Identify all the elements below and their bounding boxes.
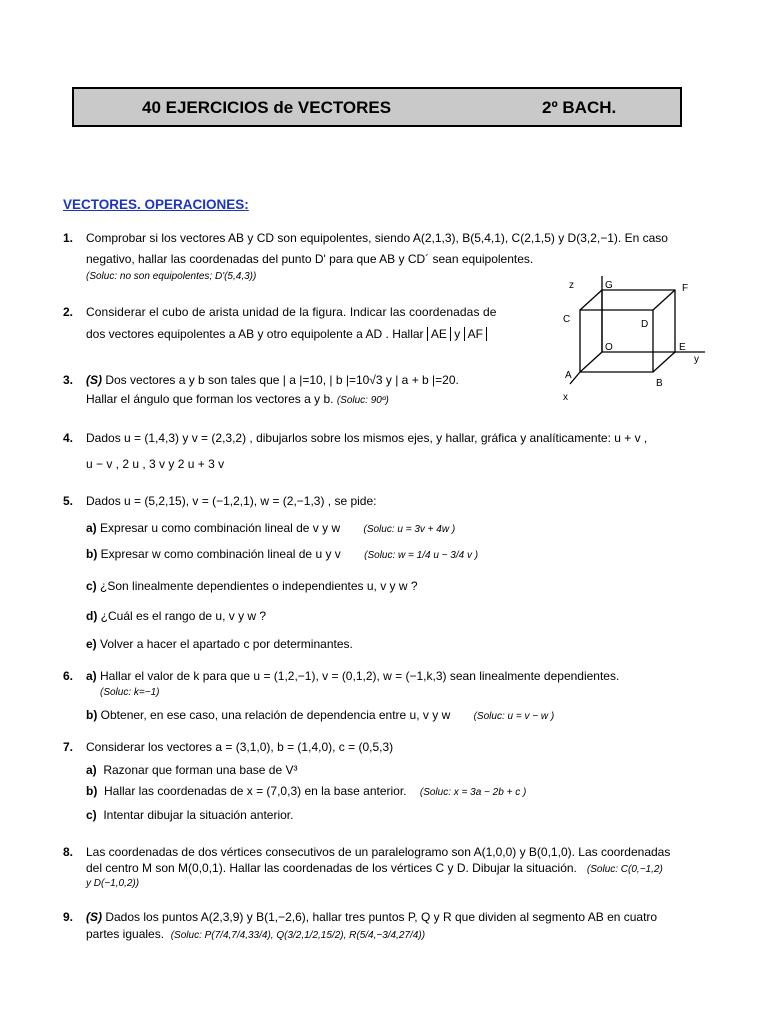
part-a-text: Hallar el valor de k para que u = (1,2,−1), v = (0,1,2), w = (−1,k,3) sean linealmente dependientes. (100, 669, 620, 683)
title-banner (72, 87, 682, 127)
label-x: x (563, 392, 568, 403)
part-b-solution: (Soluc: x = 3a − 2b + c ) (419, 787, 527, 798)
exercise-5-e: e) Volver a hacer el apartado c por determinantes. (86, 637, 353, 651)
exercise-3-text: Dos vectores a y b son tales que | a |=10, | b |=10√3 y | a + b |=20. (105, 373, 459, 387)
part-c-text: Intentar dibujar la situación anterior. (103, 808, 294, 822)
exercise-number: 6. (63, 669, 74, 683)
label-a: A (565, 370, 572, 381)
exercise-number: 2. (63, 305, 74, 319)
exercise-8-line-1: Las coordenadas de dos vértices consecutivos de un paralelogramo son A(1,0,0) y B(0,1,0). Las coordenadas (86, 845, 671, 859)
part-b-text: Expresar w como combinación lineal de u y v (100, 547, 341, 561)
exercise-6-b: b) Obtener, en ese caso, una relación de dependencia entre u, v y w (Soluc: u = v − w ) (86, 708, 555, 722)
section-title: VECTORES. OPERACIONES (63, 197, 245, 212)
label-c: C (563, 314, 571, 325)
exercise-9-solution: (Soluc: P(7/4,7/4,33/4), Q(3/2,1/2,15/2), R(5/4,−3/4,27/4)) (170, 930, 426, 941)
exercise-5-a: a) Expresar u como combinación lineal de v y w (Soluc: u = 3v + 4w ) (86, 521, 456, 535)
exercise-5-b: b) Expresar w como combinación lineal de u y v (Soluc: w = 1/4 u − 3/4 v ) (86, 547, 479, 561)
exercise-5-d: d) ¿Cuál es el rango de u, v y w ? (86, 609, 267, 623)
label-o: O (605, 342, 613, 353)
exercise-9-text: Dados los puntos A(2,3,9) y B(1,−2,6), hallar tres puntos P, Q y R que dividen al segmento AB en cuatro (105, 910, 658, 924)
label-g: G (605, 280, 613, 291)
exercise-4-line-1: Dados u = (1,4,3) y v = (2,3,2) , dibujarlos sobre los mismos ejes, y hallar, gráfica y analíticamente: u + v , (86, 431, 648, 445)
exercise-number: 9. (63, 910, 74, 924)
part-b-text: Obtener, en ese caso, una relación de dependencia entre u, v y w (100, 708, 451, 722)
exercise-6-a: a) Hallar el valor de k para que u = (1,2,−1), v = (0,1,2), w = (−1,k,3) sean linealmente dependientes. (86, 669, 620, 683)
exercise-9-text-2: partes iguales. (86, 927, 165, 941)
exercise-5-intro: Dados u = (5,2,15), v = (−1,2,1), w = (2,−1,3) , se pide: (86, 494, 377, 508)
exercise-3-solution: (Soluc: 90º) (336, 395, 389, 406)
label-b: B (656, 378, 663, 389)
magnitude-ae: AE (427, 327, 451, 341)
solved-marker: (S) (86, 910, 102, 924)
part-e-text: Volver a hacer el apartado c por determinantes. (100, 637, 353, 651)
part-a-text: Expresar u como combinación lineal de v y w (100, 521, 341, 535)
section-heading (63, 197, 249, 212)
exercise-1-line-2: negativo, hallar las coordenadas del punto D' para que AB y CD´ sean equipolentes. (86, 252, 534, 266)
exercise-9-line-2 (86, 927, 425, 943)
exercise-8-solution-2: y D(−1,0,2)) (86, 878, 140, 889)
part-a-text: Razonar que forman una base de V³ (103, 763, 298, 777)
exercise-number: 1. (63, 231, 74, 245)
label-f: F (682, 283, 689, 294)
exercise-1-line-1: Comprobar si los vectores AB y CD son equipolentes, siendo A(2,1,3), B(5,4,1), C(2,1,5) y D(3,2,−1). En caso (86, 231, 668, 245)
exercise-3-line-2 (86, 392, 389, 408)
document-title: 40 EJERCICIOS de VECTORES (142, 98, 392, 117)
exercise-6-a-solution: (Soluc: k=−1) (100, 687, 160, 698)
magnitude-af: AF (464, 327, 487, 341)
part-d-text: ¿Cuál es el rango de u, v y w ? (100, 609, 267, 623)
exercise-9-line-1 (86, 910, 657, 924)
exercise-7-intro: Considerar los vectores a = (3,1,0), b = (1,4,0), c = (0,5,3) (86, 740, 394, 754)
course-level: 2º BACH. (542, 98, 617, 117)
part-a-solution: (Soluc: u = 3v + 4w ) (363, 524, 456, 535)
label-e: E (679, 342, 686, 353)
exercise-8-text: del centro M son M(0,0,1). Hallar las coordenadas de los vértices C y D. Dibujar la situación. (86, 861, 577, 875)
unit-cube-diagram (555, 272, 715, 410)
part-b-solution: (Soluc: u = v − w ) (473, 711, 555, 722)
solved-marker: (S) (86, 373, 102, 387)
part-c-text: ¿Son linealmente dependientes o independientes u, v y w ? (100, 579, 418, 593)
exercise-2-text: dos vectores equipolentes a AB y otro equipolente a AD . Hallar (86, 327, 424, 341)
exercise-7-c: c) Intentar dibujar la situación anterior. (86, 808, 294, 822)
exercise-number: 3. (63, 373, 74, 387)
label-y: y (694, 354, 699, 365)
exercise-number: 8. (63, 845, 74, 859)
exercise-2-conjunction: y (454, 327, 461, 341)
section-colon: : (244, 197, 249, 212)
exercise-number: 7. (63, 740, 74, 754)
exercise-7-a: a) Razonar que forman una base de V³ (86, 763, 298, 777)
exercise-number: 5. (63, 494, 74, 508)
label-z: z (569, 280, 574, 291)
exercise-5-c: c) ¿Son linealmente dependientes o independientes u, v y w ? (86, 579, 418, 593)
exercise-3-line-1 (86, 373, 459, 387)
exercise-8-line-2 (86, 861, 663, 877)
exercise-7-b: b) Hallar las coordenadas de x = (7,0,3) en la base anterior. (Soluc: x = 3a − 2b + c ) (86, 784, 527, 798)
exercise-2-line-1: Considerar el cubo de arista unidad de la figura. Indicar las coordenadas de (86, 305, 497, 319)
exercise-1-solution: (Soluc: no son equipolentes; D'(5,4,3)) (86, 271, 257, 282)
part-b-text: Hallar las coordenadas de x = (7,0,3) en la base anterior. (104, 784, 407, 798)
exercise-number: 4. (63, 431, 74, 445)
label-d: D (641, 319, 649, 330)
exercise-3-text-2: Hallar el ángulo que forman los vectores a y b. (86, 392, 334, 406)
exercise-2-line-2 (86, 327, 487, 341)
part-b-solution: (Soluc: w = 1/4 u − 3/4 v ) (364, 550, 479, 561)
exercise-8-solution-1: (Soluc: C(0,−1,2) (586, 864, 663, 875)
exercise-4-line-2: u − v , 2 u , 3 v y 2 u + 3 v (86, 457, 225, 471)
